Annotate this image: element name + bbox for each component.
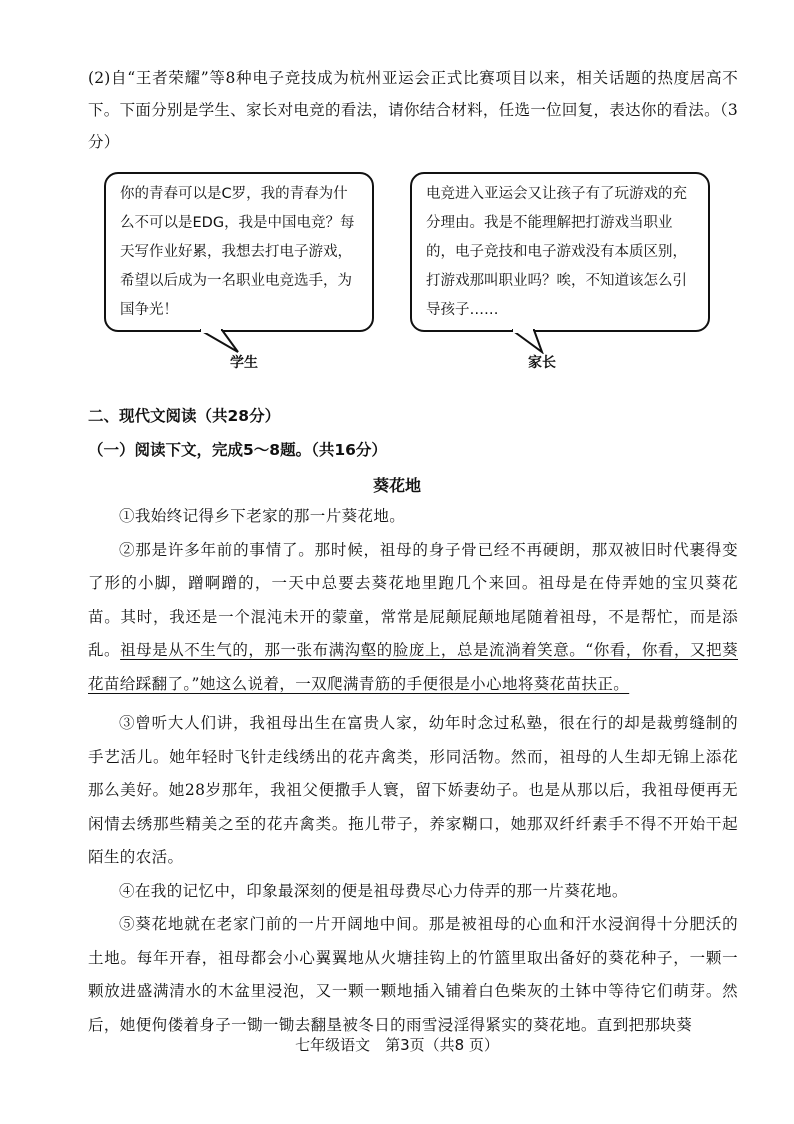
student-speech-bubble: [104, 172, 374, 332]
paragraph-5: ⑤葵花地就在老家门前的一片开阔地中间。那是被祖母的心血和汗水浸润得十分肥沃的土地。每年开春，祖母都会小心翼翼地从火塘挂钩上的竹篮里取出备好的葵花种子，一颗一颗放进盛满清水的木盆里浸泡，又一颗一颗地插入铺着白色柴灰的土钵中等待它们萌芽。然后，她便佝偻着身子一锄一锄去翻垦被冬日的雨雪浸淫得紧实的葵花地。直到把那块葵: [88, 915, 738, 1034]
student-label: 学生: [230, 355, 258, 371]
paragraph-2: [88, 534, 738, 702]
paragraph-2-underlined: 祖母是从不生气的，那一张布满沟壑的脸庞上，总是流淌着笑意。“你看，你看，又把葵花苗给踩翻了。”她这么说着，一双爬满青筋的手便很是小心地将葵花苗扶正。: [88, 641, 738, 693]
article-title: 葵花地: [372, 476, 421, 495]
section-heading: 二、现代文阅读（共28分）: [88, 407, 281, 425]
parent-speech-bubble: [410, 172, 710, 332]
page-footer: 七年级语文 第3页（共8 页）: [295, 1036, 499, 1054]
question-2-text: (2)自“王者荣耀”等8种电子竞技成为杭州亚运会正式比赛项目以来，相关话题的热度居高不下。下面分别是学生、家长对电竞的看法，请你结合材料，任选一位回复，表达你的看法。（3分）: [88, 69, 738, 151]
parent-speech-text: 电竞进入亚运会又让孩子有了玩游戏的充分理由。我是不能理解把打游戏当职业的，电子竞技和电子游戏没有本质区别，打游戏那叫职业吗？唉，不知道该怎么引导孩子……: [426, 186, 687, 318]
paragraph-1: ①我始终记得乡下老家的那一片葵花地。: [119, 507, 406, 525]
student-speech-text: 你的青春可以是C罗，我的青春为什么不可以是EDG，我是中国电竞？每天写作业好累，我想去打电子游戏，希望以后成为一名职业电竞选手，为国争光！: [120, 186, 355, 318]
article-body: [88, 500, 738, 1042]
parent-label: 家长: [528, 355, 556, 371]
parent-bubble-tail: [512, 328, 552, 354]
paragraph-2-text: ②那是许多年前的事情了。那时候，祖母的身子骨已经不再硬朗，那双被旧时代裹得变了形的小脚，蹭啊蹭的，一天中总要去葵花地里跑几个来回。祖母是在侍弄她的宝贝葵花苗。其时，我还是一个混沌未开的蒙童，常常是屁颠屁颠地尾随着祖母，不是帮忙，而是添乱。: [88, 540, 738, 659]
subsection-heading: （一）阅读下文，完成5～8题。（共16分）: [88, 441, 387, 459]
paragraph-3: ③曾听大人们讲，我祖母出生在富贵人家，幼年时念过私塾，很在行的却是裁剪缝制的手艺活儿。她年轻时飞针走线绣出的花卉禽类，形同活物。然而，祖母的人生却无锦上添花那么美好。她28岁那年，我祖父便撒手人寰，留下娇妻幼子。也是从那以后，我祖母便再无闲情去绣那些精美之至的花卉禽类。拖儿带子，养家糊口，她那双纤纤素手不得不开始干起陌生的农活。: [88, 714, 738, 866]
student-bubble-tail: [200, 328, 240, 354]
paragraph-4: ④在我的记忆中，印象最深刻的便是祖母费尽心力侍弄的那一片葵花地。: [119, 881, 628, 900]
